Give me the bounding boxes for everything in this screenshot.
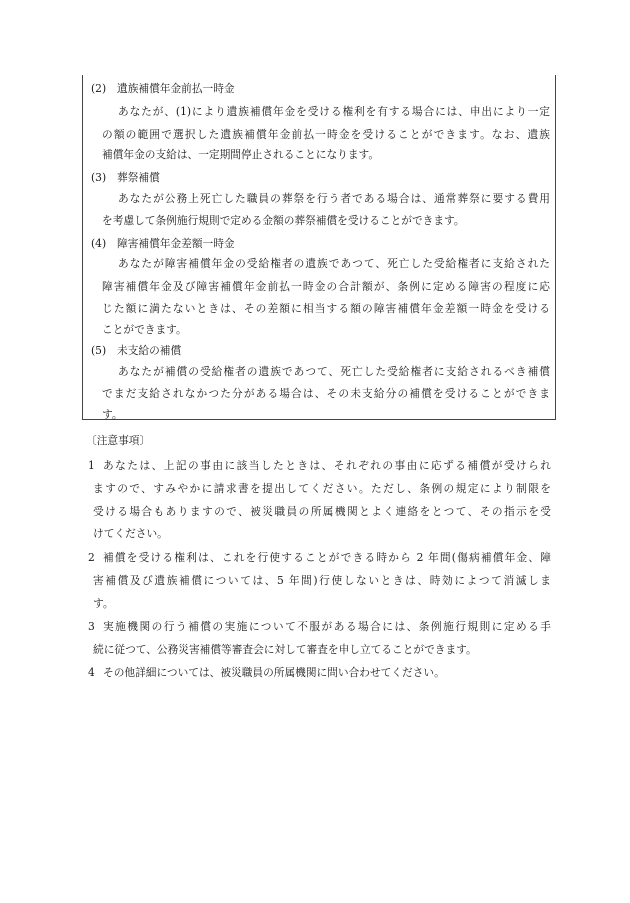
item-heading: 障害補償年金差額一時金 [117, 237, 235, 250]
item-paragraph-line: あなたが障害補償年金の受給権者の遺族であつて、死亡した受給権者に支給された [118, 257, 550, 270]
note-number: 2 [88, 551, 95, 564]
note-line: 受ける場合もありますので、被災職員の所属機関とよく連絡をとつて、その指示を受 [93, 505, 551, 518]
item-number: (4) [91, 237, 107, 250]
note-line: 補償を受ける権利は、これを行使することができる時から 2 年間(傷病補償年金、障 [103, 551, 551, 564]
item-paragraph-line: す。 [102, 408, 123, 421]
note-line: す。 [93, 597, 114, 610]
item-number: (5) [91, 344, 107, 357]
item-paragraph-line: じた額に満たないときは、その差額に相当する額の障害補償年金差額一時金を受ける [102, 302, 550, 315]
item-paragraph-line: ことができます。 [102, 323, 187, 336]
note-line: 続に従つて、公務災害補償等審査会に対して審査を申し立てることができます。 [93, 643, 477, 656]
note-number: 1 [88, 459, 95, 472]
note-number: 3 [88, 620, 95, 633]
item-paragraph-line: あなたが公務上死亡した職員の葬祭を行う者である場合は、通常葬祭に要する費用 [118, 192, 550, 205]
note-line: 実施機関の行う補償の実施について不服がある場合には、条例施行規則に定める手 [103, 620, 551, 633]
item-paragraph-line: 障害補償年金及び障害補償年金前払一時金の合計額が、条例に定める障害の程度に応 [102, 280, 550, 293]
note-line: ますので、すみやかに請求書を提出してください。ただし、条例の規定により制限を [93, 482, 551, 495]
note-line: けてください。 [93, 527, 168, 540]
item-heading: 遺族補償年金前払一時金 [117, 82, 235, 95]
note-line: その他詳細については、被災職員の所属機関に問い合わせてください。 [103, 666, 445, 679]
item-paragraph-line: の額の範囲で選択した遺族補償年金前払一時金を受けることができます。なお、遺族 [102, 128, 550, 141]
item-heading: 葬祭補償 [117, 171, 160, 184]
item-paragraph-line: を考慮して条例施行規則で定める金額の葬祭補償を受けることができます。 [102, 214, 465, 227]
item-heading: 未支給の補償 [117, 344, 182, 357]
item-number: (3) [91, 171, 107, 184]
item-paragraph-line: あなたが補償の受給権者の遺族であつて、死亡した受給権者に支給されるべき補償 [118, 365, 550, 378]
item-paragraph-line: 補償年金の支給は、一定期間停止されることになります。 [102, 148, 380, 161]
note-line: 害補償及び遺族補償については、5 年間)行使しないときは、時効によつて消滅しま [93, 574, 551, 587]
note-number: 4 [88, 666, 95, 679]
item-number: (2) [91, 82, 107, 95]
notes-title: 〔注意事項〕 [86, 434, 151, 447]
item-paragraph-line: でまだ支給されなかつた分がある場合は、その未支給分の補償を受けることができま [102, 387, 550, 400]
note-line: あなたは、上記の事由に該当したときは、それぞれの事由に応ずる補償が受けられ [103, 459, 551, 472]
item-paragraph-line: あなたが、(1)により遺族補償年金を受ける権利を有する場合には、申出により一定 [118, 105, 550, 118]
